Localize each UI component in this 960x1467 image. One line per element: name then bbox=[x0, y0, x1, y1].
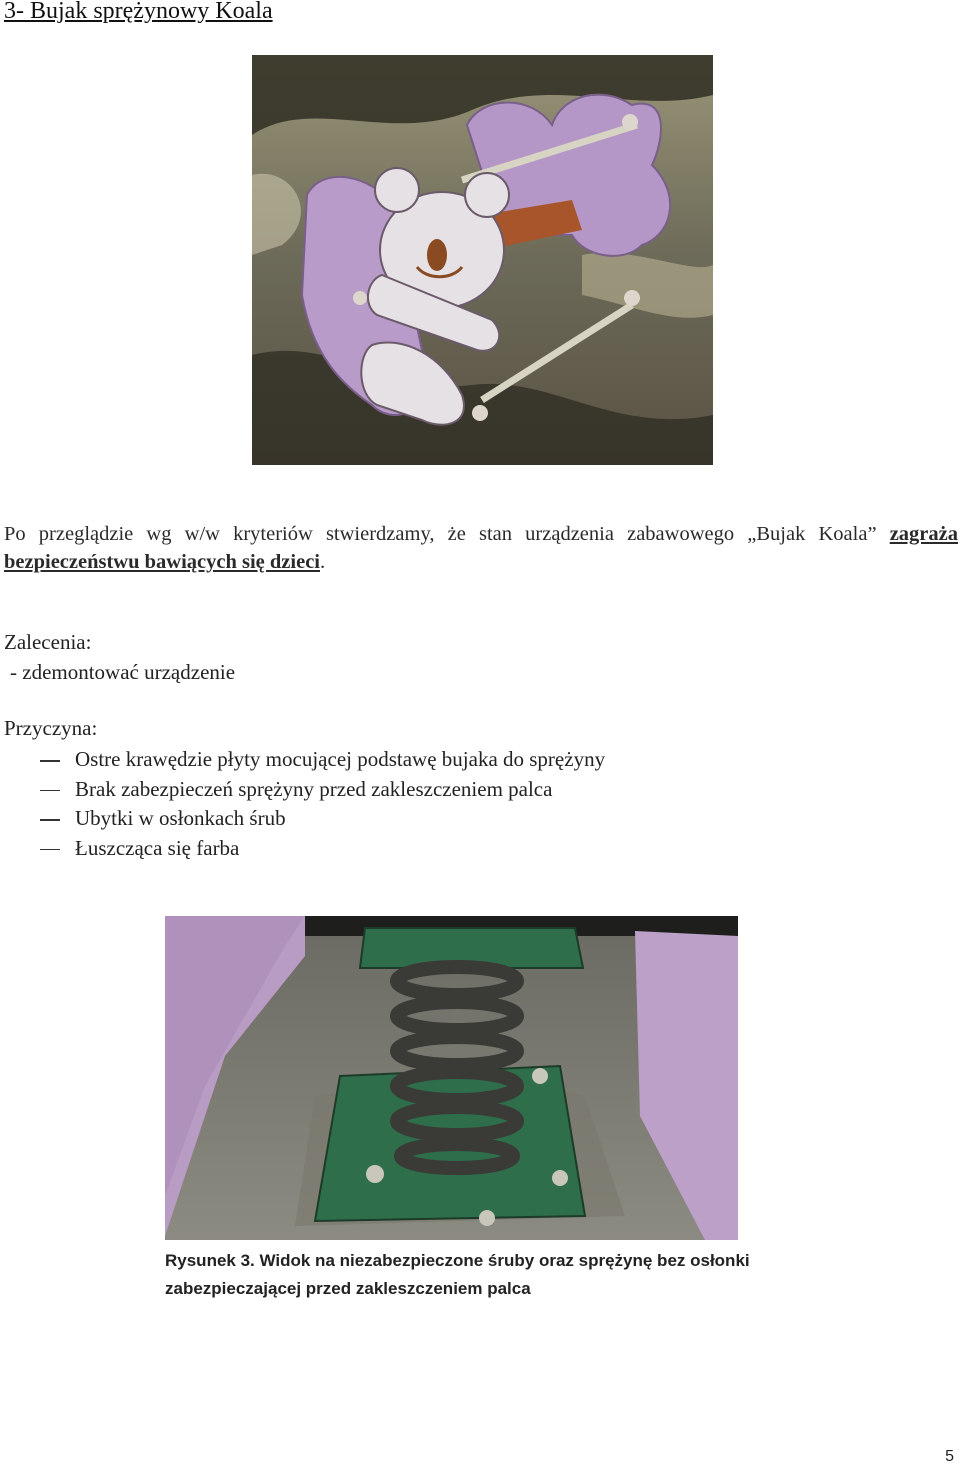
summary-lead: Po przeglądzie wg w/w kryteriów stwierdzamy, że stan urządzenia zabawowego „Bujak Koala” bbox=[4, 523, 890, 545]
causes-label: Przyczyna: bbox=[4, 716, 98, 740]
section-heading: 3- Bujak sprężynowy Koala bbox=[4, 0, 273, 24]
figure-caption: Rysunek 3. Widok na niezabezpieczone śruby oraz sprężynę bez osłonki zabezpieczającej przed zakleszczeniem palca bbox=[165, 1251, 750, 1298]
cause-text: Łuszcząca się farba bbox=[75, 835, 240, 860]
inspection-summary bbox=[4, 520, 958, 576]
dash-bullet-icon bbox=[40, 760, 60, 762]
cause-text: Ubytki w osłonkach śrub bbox=[75, 806, 286, 830]
cause-text: Ostre krawędzie płyty mocującej podstawę bujaka do sprężyny bbox=[75, 747, 606, 771]
spring-mount-photo bbox=[165, 916, 738, 1240]
dash-bullet-icon bbox=[40, 819, 60, 821]
page-number: 5 bbox=[945, 1448, 954, 1465]
recommendations-label: Zalecenia: bbox=[4, 630, 92, 654]
recommendation-item: - zdemontować urządzenie bbox=[10, 660, 236, 684]
cause-text: Brak zabezpieczeń sprężyny przed zakleszczeniem palca bbox=[75, 776, 553, 801]
koala-rocker-photo bbox=[252, 55, 713, 465]
dash-bullet-icon bbox=[40, 790, 60, 792]
summary-warning: zagraża bezpieczeństwu bawiących się dzieci bbox=[4, 523, 958, 573]
summary-end: . bbox=[320, 551, 326, 573]
dash-bullet-icon bbox=[40, 849, 60, 851]
